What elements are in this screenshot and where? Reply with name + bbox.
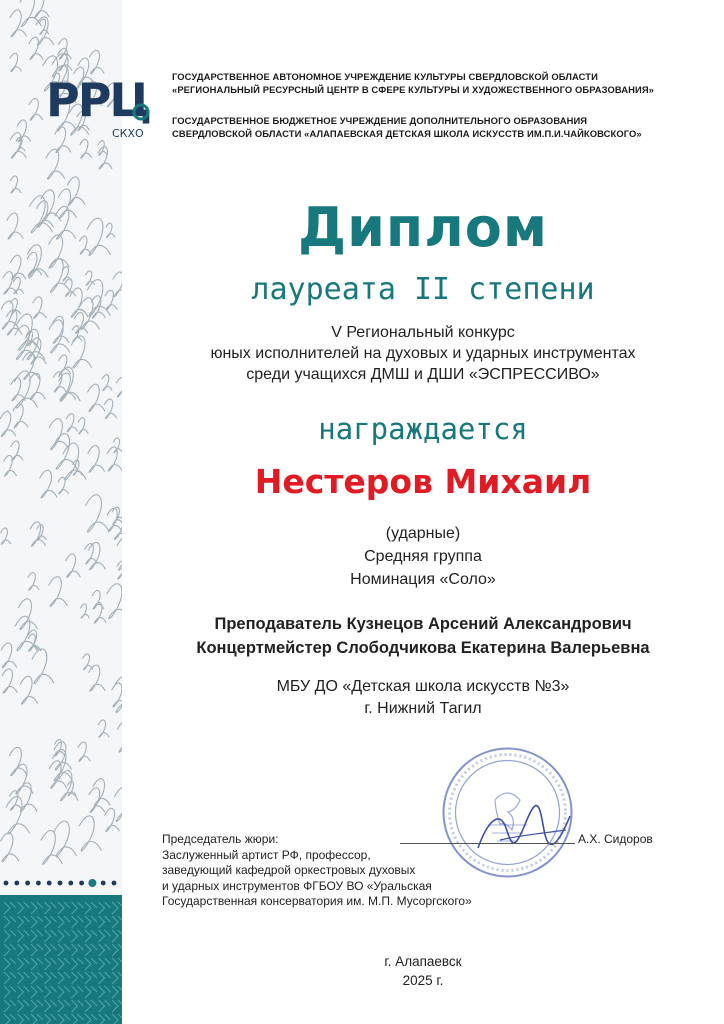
rrc-logo: [46, 68, 162, 144]
calligraphy-stroke: [79, 816, 101, 851]
calligraphy-stroke: [28, 573, 39, 591]
decorative-dot: [79, 881, 84, 886]
footer: [122, 952, 724, 990]
calligraphy-stroke: [41, 190, 61, 222]
decorative-dot: [112, 881, 117, 886]
calligraphy-stroke: [32, 649, 54, 684]
organizer-2-line-2: СВЕРДЛОВСКОЙ ОБЛАСТИ «АЛАПАЕВСКАЯ ДЕТСКАЯ ШКОЛА ИСКУССТВ ИМ.П.И.ЧАЙКОВСКОГО»: [172, 128, 642, 139]
calligraphy-stroke: [0, 528, 10, 544]
calligraphy-stroke: [114, 787, 122, 822]
calligraphy-stroke: [93, 779, 110, 806]
calligraphy-stroke: [98, 720, 109, 737]
calligraphy-stroke: [80, 604, 89, 618]
calligraphy-stroke: [62, 267, 71, 281]
calligraphy-stroke: [10, 176, 21, 193]
calligraphy-stroke: [46, 149, 65, 179]
calligraphy-stroke: [2, 669, 17, 693]
diploma-subtitle: лауреата II степени: [251, 272, 595, 307]
instrument: (ударные): [385, 525, 461, 542]
calligraphy-stroke: [58, 477, 69, 494]
calligraphy-stroke: [10, 10, 27, 37]
school-city: г. Нижний Тагил: [364, 700, 482, 717]
footer-year: 2025 г.: [402, 973, 444, 988]
calligraphy-stroke: [79, 236, 90, 254]
calligraphy-stroke: [7, 213, 23, 239]
calligraphy-stroke: [89, 665, 106, 691]
organizer-2-line-1: ГОСУДАРСТВЕННОЕ БЮДЖЕТНОЕ УЧРЕЖДЕНИЕ ДОПОЛНИТЕЛЬНОГО ОБРАЗОВАНИЯ: [172, 115, 588, 126]
decorative-dot: [36, 881, 41, 886]
calligraphy-stroke: [18, 599, 38, 630]
footer-city: г. Алапаевск: [384, 954, 462, 969]
decorative-dot: [25, 881, 30, 886]
calligraphy-stroke: [59, 355, 71, 374]
decorative-side-strip: [0, 0, 122, 1024]
awarded-label: награждается: [318, 412, 528, 446]
calligraphy-stroke: [40, 470, 58, 498]
recipient-name: Нестеров Михаил: [254, 462, 592, 501]
school-info: [122, 676, 724, 720]
age-group: Средняя группа: [364, 548, 482, 565]
contest-line-2: юных исполнителей на духовых и ударных инструментах: [210, 345, 636, 362]
jury-line-5: Государственная консерватория им. М.П. Мусоргского»: [162, 894, 472, 908]
contest-line-3: среди учащихся ДМШ и ДШИ «ЭСПРЕССИВО»: [246, 366, 600, 383]
calligraphy-stroke: [17, 120, 31, 142]
jury-line-1: Председатель жюри:: [162, 832, 279, 846]
diploma-title: Диплом: [297, 196, 549, 259]
jury-line-3: заведующий кафедрой оркестровых духовых: [162, 863, 416, 877]
calligraphy-stroke: [98, 147, 112, 169]
school-name: МБУ ДО «Детская школа искусств №3»: [276, 678, 570, 695]
calligraphy-stroke: [20, 0, 42, 27]
calligraphy-stroke: [54, 434, 77, 470]
organizer-1-line-2: «РЕГИОНАЛЬНЫЙ РЕСУРСНЫЙ ЦЕНТР В СФЕРЕ КУЛЬТУРЫ И ХУДОЖЕСТВЕННОГО ОБРАЗОВАНИЯ»: [172, 84, 654, 95]
signature: [470, 800, 580, 860]
calligraphy-stroke: [0, 833, 18, 862]
calligraphy-stroke: [65, 554, 80, 577]
jury-line-2: Заслуженный артист РФ, профессор,: [162, 847, 371, 862]
nomination: Номинация «Соло»: [350, 571, 496, 588]
signer-name: А.Х. Сидоров: [578, 832, 653, 846]
calligraphy-stroke: [112, 683, 122, 707]
organizer-2: [172, 114, 702, 140]
calligraphy-stroke: [29, 98, 43, 120]
logo-mark: РРЦ: [46, 73, 151, 127]
calligraphy-stroke: [33, 297, 47, 319]
calligraphy-stroke: [85, 495, 109, 532]
calligraphy-stroke: [92, 590, 104, 609]
calligraphy-stroke: [10, 53, 22, 71]
calligraphy-stroke: [54, 821, 76, 856]
calligraphy-stroke: [104, 399, 116, 419]
teacher-name: Преподаватель Кузнецов Арсений Александрович: [214, 615, 632, 633]
calligraphy-stroke: [49, 577, 68, 607]
teachers: [122, 612, 724, 660]
organizer-1: [172, 70, 702, 96]
calligraphy-stroke: [33, 0, 49, 17]
calligraphy-stroke: [86, 271, 95, 286]
calligraphy-stroke: [113, 272, 122, 297]
calligraphy-stroke: [58, 189, 76, 218]
decorative-dot: [68, 881, 73, 886]
calligraphy-stroke: [107, 447, 122, 471]
calligraphy-stroke: [0, 411, 16, 436]
organizer-1-line-1: ГОСУДАРСТВЕННОЕ АВТОНОМНОЕ УЧРЕЖДЕНИЕ КУЛЬТУРЫ СВЕРДЛОВСКОЙ ОБЛАСТИ: [172, 71, 598, 82]
calligraphy-stroke: [30, 522, 45, 546]
calligraphy-stroke: [14, 764, 33, 794]
calligraphy-stroke: [9, 747, 27, 775]
calligraphy-stroke: [78, 742, 90, 761]
calligraphy-pattern: [0, 0, 122, 1024]
calligraphy-stroke: [88, 445, 105, 472]
calligraphy-stroke: [66, 414, 78, 432]
jury-line-4: и ударных инструментов ФГБОУ ВО «Уральская: [162, 878, 432, 893]
calligraphy-stroke: [48, 235, 69, 268]
decorative-dot: [58, 881, 63, 886]
calligraphy-stroke: [107, 584, 122, 619]
calligraphy-stroke: [117, 720, 122, 752]
calligraphy-stroke: [89, 788, 105, 813]
calligraphy-stroke: [65, 279, 76, 297]
calligraphy-stroke: [102, 375, 112, 391]
calligraphy-stroke: [11, 378, 26, 401]
decorative-dot: [4, 881, 9, 886]
decorative-dot: [101, 881, 106, 886]
decorative-dot: [88, 879, 96, 887]
calligraphy-stroke: [1, 643, 17, 668]
calligraphy-stroke: [78, 418, 88, 434]
jury-chair: [162, 832, 472, 910]
calligraphy-stroke: [6, 796, 30, 833]
calligraphy-stroke: [88, 384, 105, 411]
accompanist-name: Концертмейстер Слободчикова Екатерина Валерьевна: [196, 639, 650, 657]
contest-line-1: V Региональный конкурс: [331, 324, 515, 341]
calligraphy-stroke: [41, 830, 62, 864]
calligraphy-stroke: [1, 301, 19, 329]
calligraphy-stroke: [83, 654, 93, 670]
contest-description: [122, 322, 724, 385]
calligraphy-stroke: [13, 404, 28, 428]
decorative-dot: [14, 881, 19, 886]
calligraphy-stroke: [106, 223, 115, 237]
participant-details: [122, 522, 724, 591]
calligraphy-stroke: [27, 630, 41, 651]
calligraphy-stroke: [29, 373, 46, 399]
logo-caption: СКХО: [112, 127, 144, 140]
decorative-dot: [47, 881, 52, 886]
